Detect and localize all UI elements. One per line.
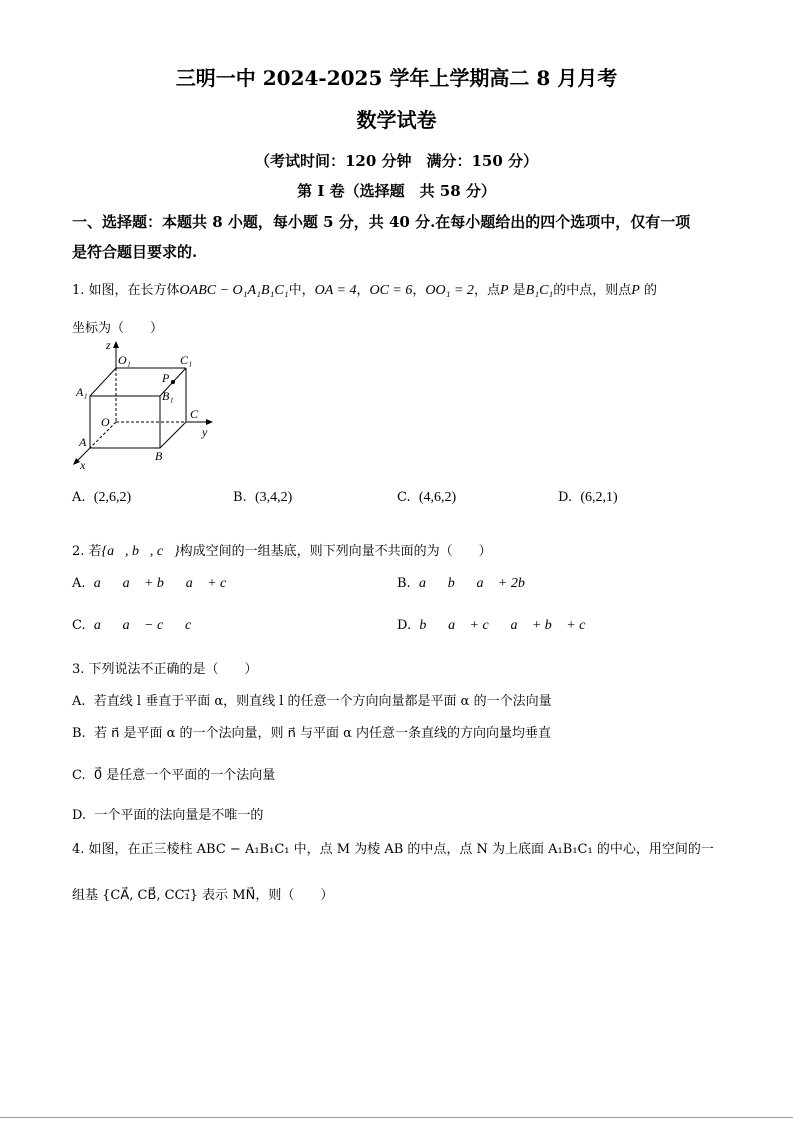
option-value: (6,2,1) [580,490,618,505]
question-4-stem-line1: 4. 如图，在正三棱柱 ABC − A₁B₁C₁ 中，点 M 为棱 AB 的中点，点 N 为上底面 A₁B₁C₁ 的中心，用空间的一 [72,842,714,857]
option-value: (2,6,2) [93,490,132,505]
option-label: B. [72,726,86,741]
q1-expr-b1c1: B₁C₁ [525,283,554,298]
question-1-stem [72,279,657,299]
label-y: y [202,425,208,439]
option-value: 若 n⃗ 是平面 α 的一个法向量，则 n⃗ 与平面 α 内任意一条直线的方向向量均垂直 [93,726,552,741]
q1-text: 中， [288,283,315,298]
label-o1: O₁ [118,353,131,367]
question-2-stem [72,540,492,560]
label-a: A [79,435,87,449]
option-value: 若直线 l 垂直于平面 α，则直线 l 的任意一个方向向量都是平面 α 的一个法向量 [93,694,552,709]
option-label: C. [397,490,411,505]
q2-option-b[interactable] [397,576,536,592]
option-label: A. [72,490,86,505]
q1-number: 1. 如图，在长方体 [72,283,180,298]
q1-option-c[interactable] [397,490,456,506]
option-value: (4,6,2) [418,490,457,505]
label-c: C [190,407,199,421]
q1-point-p: P [499,283,509,298]
label-p: P [162,371,170,385]
label-b: B [155,449,163,463]
option-value: b⃗，a⃗ + c⃗，a⃗ + b⃗ + c⃗ [419,618,597,633]
option-value: a⃗，a⃗ − c⃗，c⃗ [93,618,203,633]
part-heading: 第 I 卷（选择题 共 58 分） [297,182,496,200]
q2-option-c[interactable] [72,618,202,634]
q1-point-p: P [631,283,640,298]
option-label: A. [72,576,86,591]
q1-text: ， [356,283,370,298]
option-value: a⃗，a⃗ + b⃗，a⃗ + c⃗ [93,576,238,591]
q1-option-a[interactable] [72,490,131,506]
q2-basis: {a⃗, b⃗, c⃗} [101,544,180,559]
q3-option-a[interactable] [72,690,552,709]
q1-option-b[interactable] [233,490,292,506]
q1-expr-oa: OA = 4 [314,283,357,298]
label-z: z [106,338,111,352]
option-value: (3,4,2) [254,490,293,505]
exam-info: （考试时间：120 分钟 满分：150 分） [254,152,539,170]
option-value: 一个平面的法向量是不唯一的 [94,808,264,823]
q1-text: ， [412,283,426,298]
page-bottom-rule [0,1117,793,1118]
section-instructions-line2: 是符合题目要求的. [72,243,198,261]
label-o: O [101,415,110,429]
q1-option-d[interactable] [558,490,618,506]
cuboid-figure [68,338,228,473]
label-b1: B₁ [162,389,174,403]
exam-subtitle: 数学试卷 [356,108,437,132]
question-3-stem: 3. 下列说法不正确的是（ ） [72,662,258,677]
q3-option-c[interactable] [72,764,275,783]
exam-title: 三明一中 2024-2025 学年上学期高二 8 月月考 [175,66,618,90]
q2-option-d[interactable] [397,618,596,634]
section-instructions-line1: 一、选择题：本题共 8 小题，每小题 5 分，共 40 分.在每小题给出的四个选项中，仅有一项 [72,213,691,231]
option-label: D. [397,618,412,633]
option-label: B. [233,490,247,505]
z-axis-arrow [113,341,119,348]
option-label: D. [558,490,573,505]
q1-text: ，点 [473,283,500,298]
q2-text: 构成空间的一组基底，则下列向量不共面的为（ ） [179,544,492,559]
q1-expr-oo1: OO₁ = 2 [425,283,474,298]
option-value: 0⃗ 是任意一个平面的一个法向量 [93,768,276,783]
q2-option-a[interactable] [72,576,237,592]
question-4-stem-line2: 组基 {CA⃗, CB⃗, CC₁⃗} 表示 MN⃗，则（ ） [72,888,334,903]
q2-number: 2. 若 [72,544,102,559]
option-value: a⃗，b⃗，a⃗ + 2b⃗ [418,576,536,591]
label-a1: A₁ [76,385,88,399]
option-label: A. [72,694,86,709]
option-label: C. [72,768,86,783]
q1-expr-cuboid: OABC − O₁A₁B₁C₁ [179,283,289,298]
point-p [171,380,175,384]
q1-text: 的中点，则点 [553,283,632,298]
option-label: C. [72,618,86,633]
question-1-stem-line2: 坐标为（ ） [72,321,164,336]
q1-expr-oc: OC = 6 [369,283,413,298]
q3-option-d[interactable] [72,804,263,823]
label-x: x [80,458,86,472]
option-label: B. [397,576,411,591]
q3-option-b[interactable] [72,722,551,741]
label-c1: C₁ [180,353,193,367]
q1-text: 是 [508,283,526,298]
option-label: D. [72,808,87,823]
q1-text: 的 [639,283,657,298]
